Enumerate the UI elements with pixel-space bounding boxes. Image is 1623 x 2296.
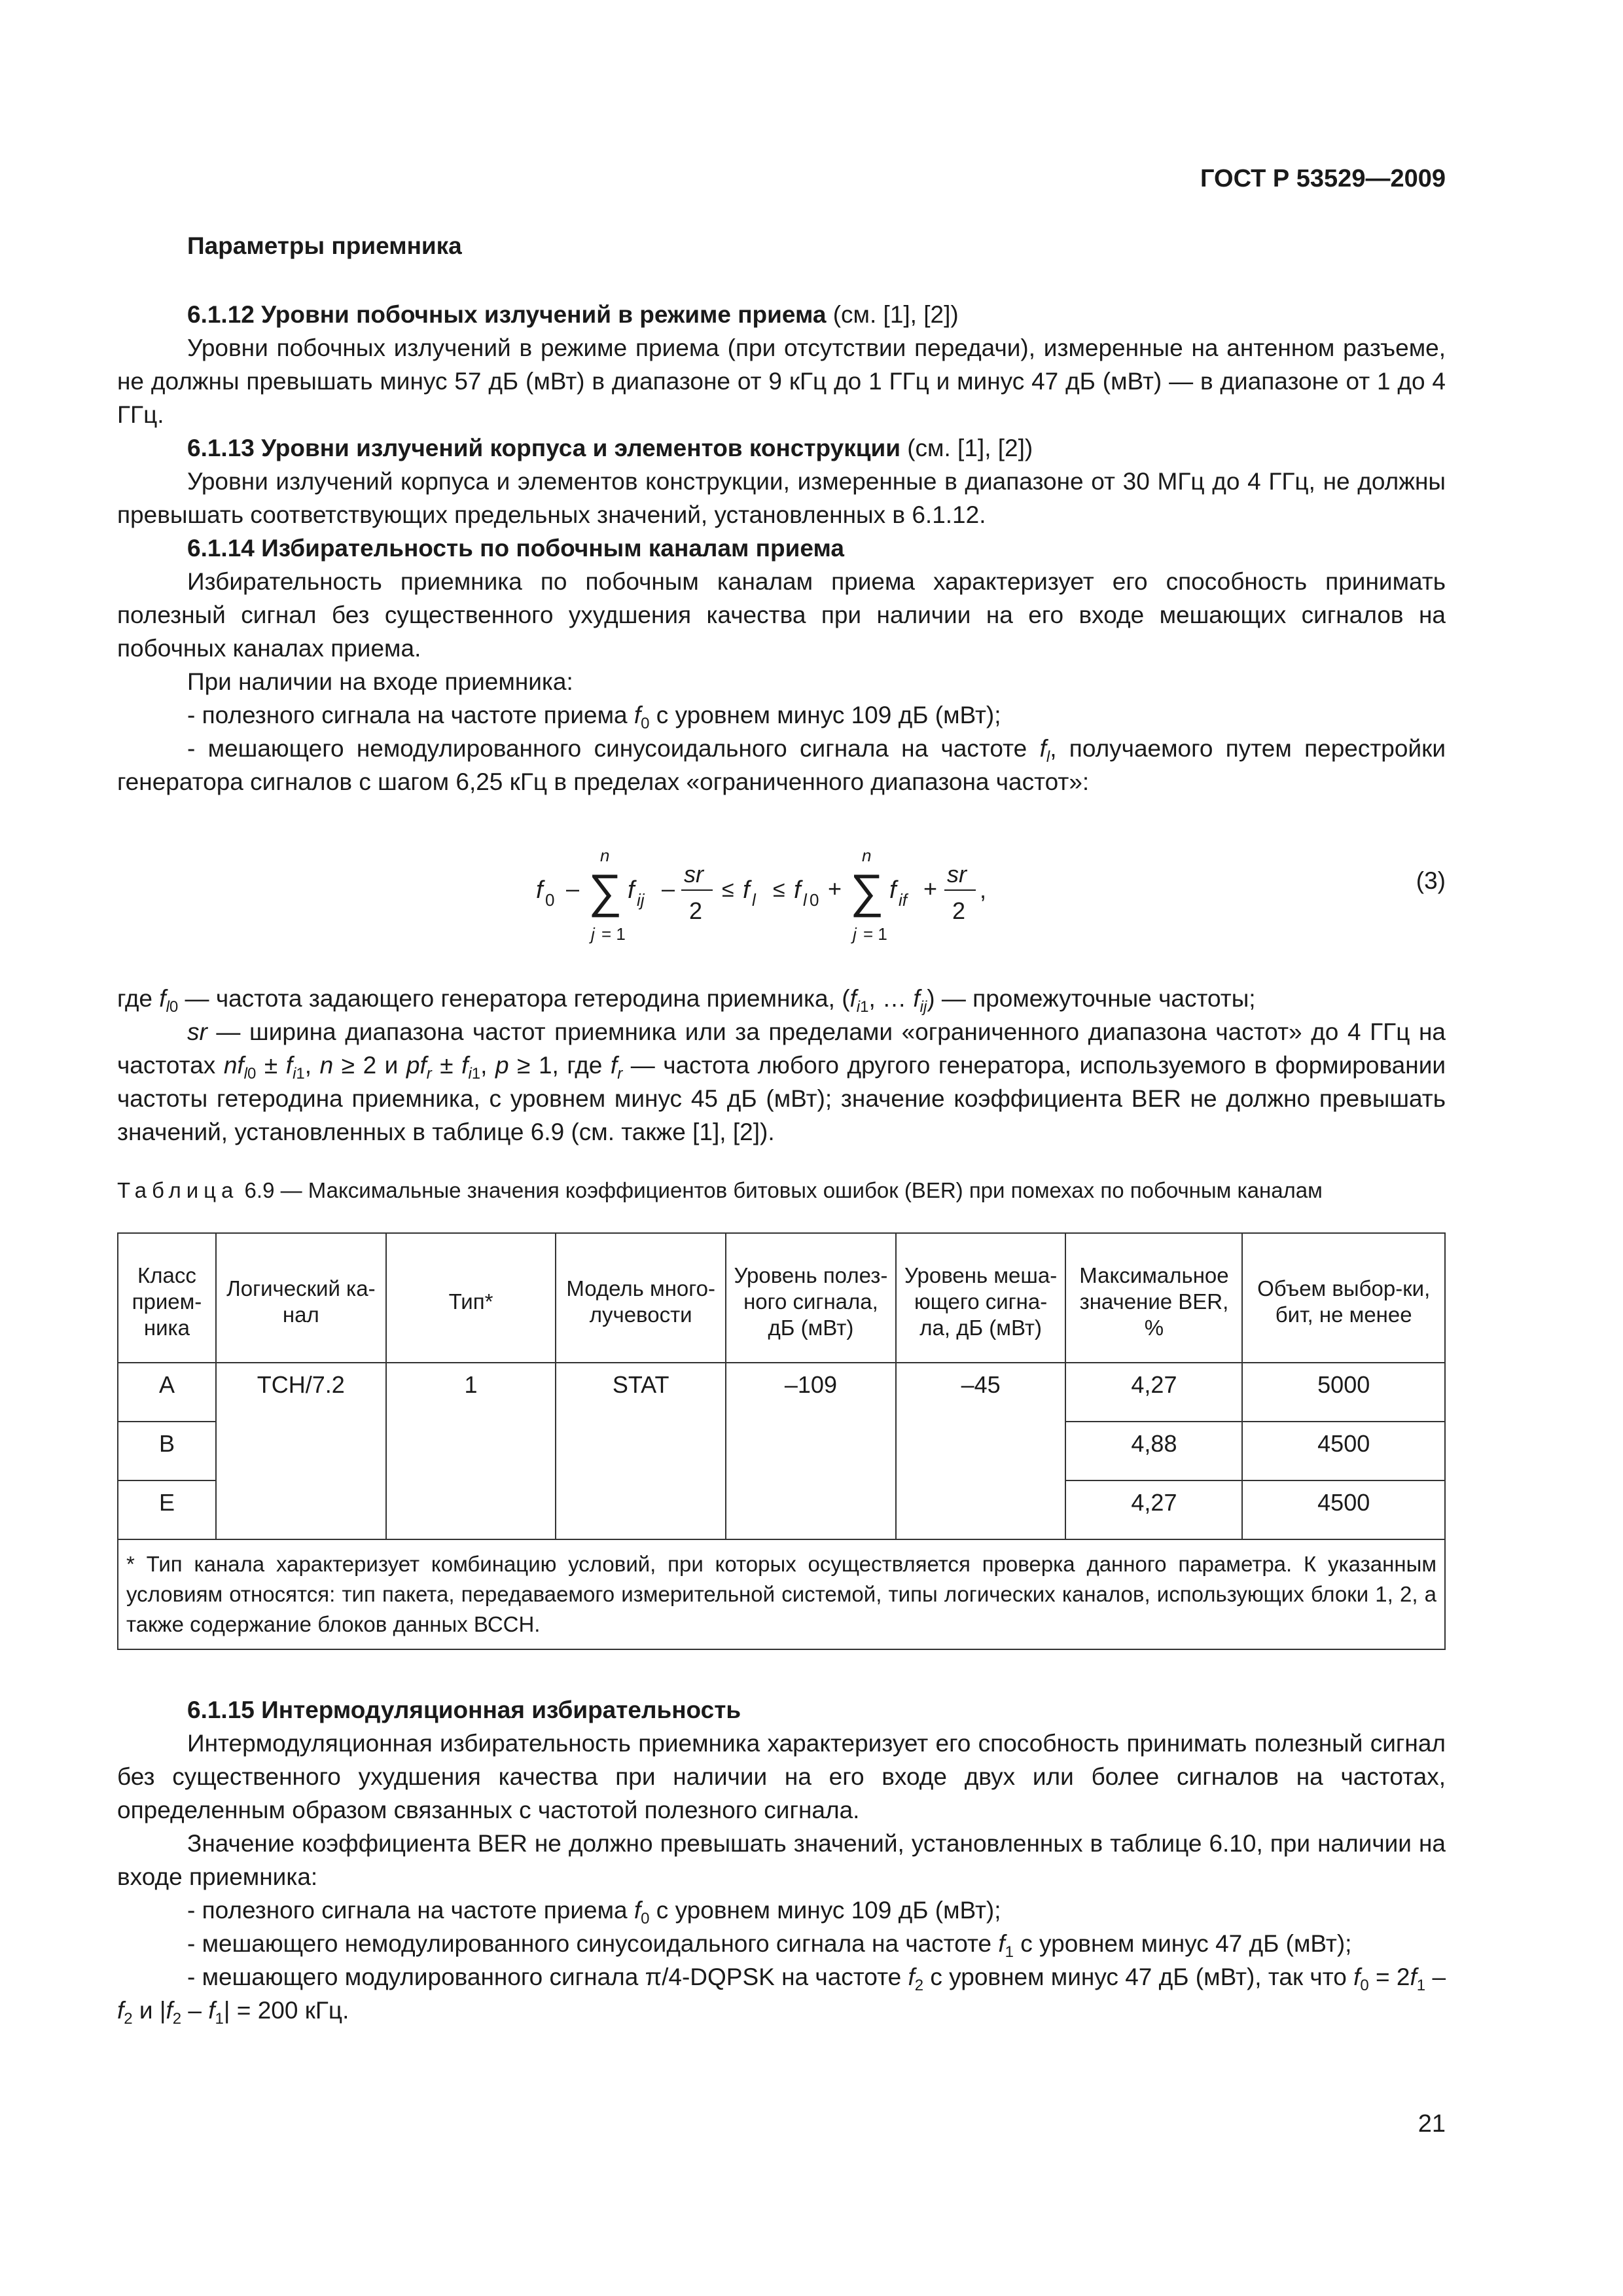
svg-text:l: l xyxy=(803,890,807,910)
col-header-channel: Логический ка-нал xyxy=(216,1233,386,1363)
svg-text:= 1: = 1 xyxy=(601,924,626,944)
cell-model: STAT xyxy=(556,1363,726,1539)
document-code: ГОСТ Р 53529—2009 xyxy=(1200,165,1446,192)
equation-number: (3) xyxy=(1416,867,1446,894)
col-header-class: Класс прием-ника xyxy=(118,1233,216,1363)
document-page xyxy=(117,0,1446,2296)
svg-text:n: n xyxy=(600,846,610,865)
svg-text:ij: ij xyxy=(637,890,645,910)
cell-sample-size: 4500 xyxy=(1242,1480,1445,1539)
svg-text:j: j xyxy=(591,924,595,944)
cell-max-ber: 4,27 xyxy=(1065,1480,1242,1539)
bullet-interfering-signal: - мешающего немодулированного синусоидального сигнала на частоте $f_l$, получаемого путем перестройки генератора сигналов с шагом 6,25 кГц в пределах «ограниченного диапазона частот»: xyxy=(117,735,1446,795)
heading-6-1-14: 6.1.14 Избирательность по побочным каналам приема xyxy=(187,535,844,562)
col-header-type: Тип* xyxy=(386,1233,556,1363)
col-header-useful-level: Уровень полез-ного сигнала, дБ (мВт) xyxy=(726,1233,896,1363)
cell-class: A xyxy=(118,1363,216,1422)
bullet-modulated-interferer: - мешающего модулированного сигнала π/4-DQPSK на частоте $f_2$ с уровнем минус 47 дБ (мВт), так что $f_0 = 2f_1 - f_2$ и $|f_2 - f_1| = 200$ кГц. xyxy=(117,1964,1446,2028)
formula-explanation-where: где $f_{l0}$ — частота задающего генератора гетеродина приемника, ($f_{i1}$, … $f_{ij}$) — промежуточные частоты; xyxy=(117,985,1256,1016)
svg-text:≤: ≤ xyxy=(722,877,734,902)
cell-class: B xyxy=(118,1422,216,1480)
cell-channel: TCH/7.2 xyxy=(216,1363,386,1539)
svg-text:f: f xyxy=(536,876,543,904)
heading-6-1-15: 6.1.15 Интермодуляционная избирательность xyxy=(187,1696,741,1723)
col-header-max-ber: Максимальное значение BER, % xyxy=(1065,1233,1242,1363)
svg-text:f: f xyxy=(889,876,897,904)
formula-3 xyxy=(117,798,1446,982)
svg-text:∑: ∑ xyxy=(850,865,884,918)
bullet-unmodulated-interferer: - мешающего немодулированного синусоидального сигнала на частоте $f_1$ с уровнем минус 47 дБ (мВт); xyxy=(187,1930,1352,1961)
svg-text:,: , xyxy=(980,876,987,903)
paragraph-6-1-13: Уровни излучений корпуса и элементов конструкции, измеренные в диапазоне от 30 МГц до 4 ГГц, не должны превышать соответствующих предельных значений, установленных в 6.1.12. xyxy=(117,468,1446,528)
bullet-useful-signal-2: - полезного сигнала на частоте приема $f_0$ с уровнем минус 109 дБ (мВт); xyxy=(187,1897,1001,1928)
paragraph-6-1-14-a: Избирательность приемника по побочным каналам приема характеризует его способность принимать полезный сигнал без существенного ухудшения качества при наличии на его входе мешающих сигналов на побочных каналах приема. xyxy=(117,568,1446,662)
table-header-row xyxy=(118,1233,1445,1363)
table-footnote: * Тип канала характеризует комбинацию условий, при которых осуществляется проверка данного параметра. К указанным условиям относятся: тип пакета, передаваемого измерительной системой, типы логических каналов, использующих блоки 1, 2, а также содержание блоков данных ВССН. xyxy=(118,1539,1445,1649)
svg-text:–: – xyxy=(566,875,580,902)
svg-text:if: if xyxy=(899,890,907,910)
svg-text:= 1: = 1 xyxy=(863,924,887,944)
paragraph-6-1-15-b: Значение коэффициента BER не должно превышать значений, установленных в таблице 6.10, при наличии на входе приемника: xyxy=(117,1830,1446,1890)
svg-text:+: + xyxy=(923,875,938,902)
col-header-interferer-level: Уровень меша-ющего сигна-ла, дБ (мВт) xyxy=(896,1233,1066,1363)
svg-text:j: j xyxy=(853,924,857,944)
cell-max-ber: 4,88 xyxy=(1065,1422,1242,1480)
ber-table xyxy=(117,1232,1446,1650)
svg-text:2: 2 xyxy=(952,897,966,924)
col-header-model: Модель много-лучевости xyxy=(556,1233,726,1363)
paragraph-6-1-15-a: Интермодуляционная избирательность приемника характеризует его способность принимать полезный сигнал без существенного ухудшения качества при наличии на его входе двух или более сигналов на частотах, определенным образом связанных с частотой полезного сигнала. xyxy=(117,1730,1446,1823)
svg-text:sr: sr xyxy=(684,861,704,888)
svg-text:+: + xyxy=(828,875,842,902)
body-text xyxy=(117,298,1446,2027)
svg-text:0: 0 xyxy=(810,890,819,910)
svg-text:–: – xyxy=(662,875,675,902)
col-header-sample-size: Объем выбор-ки, бит, не менее xyxy=(1242,1233,1445,1363)
section-title: Параметры приемника xyxy=(187,232,462,259)
paragraph-6-1-14-b: При наличии на входе приемника: xyxy=(187,668,573,695)
svg-text:∑: ∑ xyxy=(588,865,622,918)
heading-6-1-13: 6.1.13 Уровни излучений корпуса и элементов конструкции (см. [1], [2]) xyxy=(187,435,1033,461)
table-caption: Таблица 6.9 — Максимальные значения коэффициентов битовых ошибок (BER) при помехах по побочным каналам xyxy=(117,1178,1323,1202)
table-note-row xyxy=(118,1539,1445,1649)
heading-6-1-12: 6.1.12 Уровни побочных излучений в режиме приема (см. [1], [2]) xyxy=(187,301,959,328)
formula-explanation-sr: sr — ширина диапазона частот приемника или за пределами «ограниченного диапазона частот» до 4 ГГц на частотах $nf_{l0} \pm f_{i1}$, n ≥ 2 и $pf_r \pm f_{i1}$, p ≥ 1, где $f_r$ — частота любого другого генератора, используемого в формировании частоты гетеродина приемника, с уровнем минус 45 дБ (мВт); значение коэффициента BER не должно превышать значений, установленных в таблице 6.9 (см. также [1], [2]). xyxy=(117,1018,1446,1145)
cell-max-ber: 4,27 xyxy=(1065,1363,1242,1422)
svg-text:sr: sr xyxy=(947,861,967,888)
table-row xyxy=(118,1363,1445,1422)
cell-sample-size: 4500 xyxy=(1242,1422,1445,1480)
svg-text:f: f xyxy=(628,876,635,904)
svg-text:n: n xyxy=(862,846,872,865)
svg-text:2: 2 xyxy=(689,897,703,924)
paragraph-6-1-12: Уровни побочных излучений в режиме приема (при отсутствии передачи), измеренные на антенном разъеме, не должны превышать минус 57 дБ (мВт) в диапазоне от 9 кГц до 1 ГГц и минус 47 дБ (мВт) — в диапазоне от 1 до 4 ГГц. xyxy=(117,334,1446,428)
cell-sample-size: 5000 xyxy=(1242,1363,1445,1422)
formula-graphic xyxy=(536,798,1125,982)
cell-useful-level: –109 xyxy=(726,1363,896,1539)
bullet-useful-signal: - полезного сигнала на частоте приема $f_0$ с уровнем минус 109 дБ (мВт); xyxy=(187,702,1001,732)
svg-text:f: f xyxy=(794,876,801,904)
svg-text:l: l xyxy=(752,890,756,910)
svg-text:≤: ≤ xyxy=(773,877,785,902)
cell-class: E xyxy=(118,1480,216,1539)
svg-text:f: f xyxy=(743,876,750,904)
cell-type: 1 xyxy=(386,1363,556,1539)
svg-text:0: 0 xyxy=(545,890,555,910)
cell-interferer-level: –45 xyxy=(896,1363,1066,1539)
page-number: 21 xyxy=(1418,2110,1446,2138)
